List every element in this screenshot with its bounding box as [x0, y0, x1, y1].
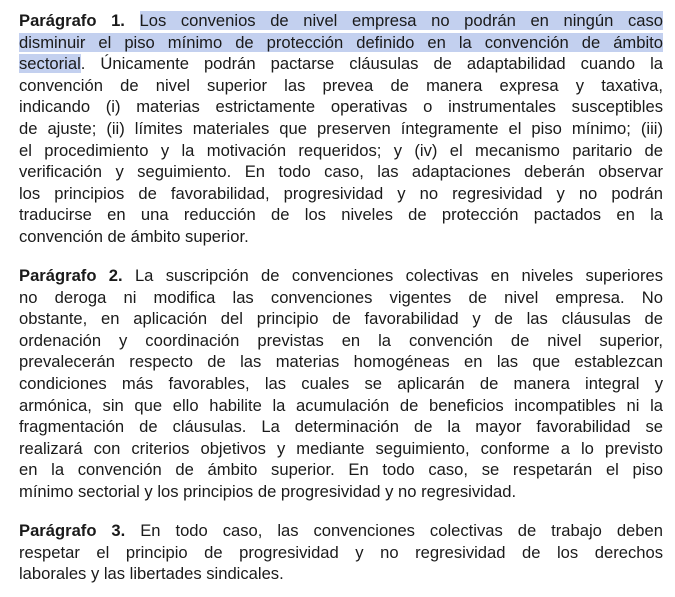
paragraph-3	[19, 520, 663, 585]
paragraph-heading: Parágrafo 2.	[19, 266, 123, 285]
paragraph-line: en la convención de ámbito superior. En todo caso, se respetarán el piso	[19, 460, 663, 480]
paragraph-1	[19, 10, 663, 248]
paragraph-line: mínimo sectorial y los principios de progresividad y no regresividad.	[19, 481, 517, 501]
paragraph-heading: Parágrafo 1.	[19, 11, 125, 30]
paragraph-line	[19, 520, 663, 542]
paragraph-2	[19, 265, 663, 503]
paragraph-line	[19, 10, 663, 32]
paragraph-line: traducirse en una reducción de los niveles de protección pactados en la	[19, 205, 663, 225]
paragraph-line: el procedimiento y la motivación requeridos; y (iv) el mecanismo paritario de	[19, 140, 663, 160]
text-run: En todo caso, las convenciones colectivas de trabajo deben	[140, 521, 663, 540]
paragraph-line: prevalecerán respecto de las materias homogéneas en las que establezcan	[19, 352, 663, 372]
paragraph-line: respetar el principio de progresividad y no regresividad de los derechos	[19, 542, 663, 562]
paragraph-line: condiciones más favorables, las cuales se aplicarán de manera integral y	[19, 373, 663, 393]
text-run: La suscripción de convenciones colectivas en niveles superiores	[134, 266, 663, 285]
paragraph-line	[19, 53, 663, 75]
paragraph-line	[19, 265, 663, 287]
paragraph-line: los principios de favorabilidad, progresividad y no regresividad y no podrán	[19, 183, 663, 203]
paragraph-line: verificación y seguimiento. En todo caso, las adaptaciones deberán observar	[19, 162, 663, 182]
paragraph-line: fragmentación de cláusulas. La determinación de la mayor favorabilidad se	[19, 417, 663, 437]
paragraph-heading: Parágrafo 3.	[19, 521, 126, 540]
text-run: . Únicamente podrán pactarse cláusulas de adaptabilidad cuando la	[80, 54, 663, 74]
paragraph-line: ordenación y coordinación previstas en la convención de nivel superior,	[19, 330, 663, 350]
paragraph-line: no deroga ni modifica las convenciones vigentes de nivel empresa. No	[19, 287, 663, 307]
paragraph-line: indicando (i) materias estrictamente operativas o instrumentales susceptibles	[19, 97, 663, 117]
highlighted-text[interactable]: sectorial	[19, 54, 81, 74]
paragraph-line: armónica, sin que ello habilite la acumulación de beneficios incompatibles ni la	[19, 395, 663, 415]
paragraph-line: convención de ámbito superior.	[19, 226, 249, 246]
paragraph-line: obstante, en aplicación del principio de favorabilidad y de las cláusulas de	[19, 309, 663, 329]
paragraph-line	[19, 32, 663, 54]
highlighted-text[interactable]: Los convenios de nivel empresa no podrán en ningún caso	[139, 11, 663, 30]
paragraph-line: convención de nivel superior las prevea de manera expresa y taxativa,	[19, 75, 663, 95]
highlighted-text[interactable]: disminuir el piso mínimo de protección definido en la convención de ámbito	[19, 32, 663, 52]
paragraph-line: laborales y las libertades sindicales.	[19, 564, 284, 584]
paragraph-line: de ajuste; (ii) límites materiales que preserven íntegramente el piso mínimo; (iii)	[19, 118, 663, 138]
paragraph-line: realizará con criterios objetivos y mediante seguimiento, conforme a lo previsto	[19, 438, 663, 458]
